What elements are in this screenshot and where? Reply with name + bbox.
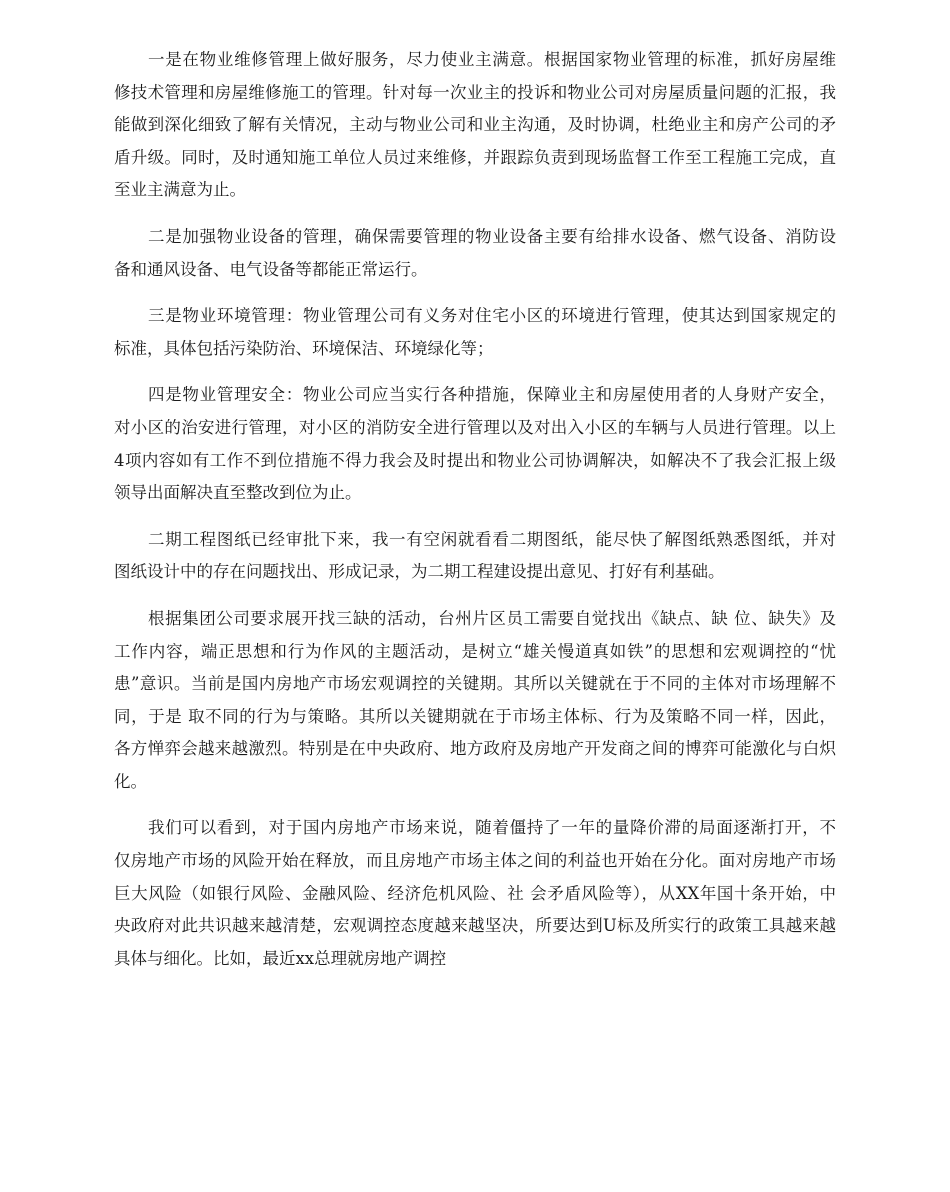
paragraph-phase-two-drawings xyxy=(114,524,836,589)
text-line: 对小区的治安进行管理，对小区的消防安全进行管理以及对出入小区的车辆与人员进行管理。以上 xyxy=(114,417,836,437)
text-line: 我们可以看到，对于国内房地产市场来说，随着僵持了一年的量降价滞的局面逐渐打开，不 xyxy=(148,818,836,838)
text-line: 领导出面解决直至整改到位为止。 xyxy=(114,483,362,503)
text-line: 盾升级。同时，及时通知施工单位人员过来维修，并跟踪负责到现场监督工作至工程施工完成，直 xyxy=(114,147,836,167)
text-line: 至业主满意为止。 xyxy=(114,180,246,200)
text-line: 患”意识。当前是国内房地产市场宏观调控的关键期。其所以关键就在于不同的主体对市场理解不 xyxy=(114,674,836,694)
text-line: 三是物业环境管理：物业管理公司有义务对住宅小区的环境进行管理，使其达到国家规定的 xyxy=(148,306,836,326)
paragraph-equipment-management xyxy=(114,221,836,286)
text-line: 二期工程图纸已经审批下来，我一有空闲就看看二期图纸，能尽快了解图纸熟悉图纸，并对 xyxy=(148,529,836,549)
text-line: 央政府对此共识越来越清楚，宏观调控态度越来越坚决，所要达到U标及所实行的政策工具越来越 xyxy=(114,916,836,936)
text-line: 标准，具体包括污染防治、环境保洁、环境绿化等； xyxy=(114,338,494,358)
paragraph-property-maintenance xyxy=(114,44,836,207)
text-line: 一是在物业维修管理上做好服务，尽力使业主满意。根据国家物业管理的标准，抓好房屋维 xyxy=(148,50,836,69)
text-line: 化。 xyxy=(114,771,147,791)
text-line: 具体与细化。比如，最近xx总理就房地产调控 xyxy=(114,948,447,968)
text-line: 能做到深化细致了解有关情况，主动与物业公司和业主沟通，及时协调，杜绝业主和房产公司的矛 xyxy=(114,115,836,135)
text-line: 根据集团公司要求展开找三缺的活动，台州片区员工需要自觉找出《缺点、缺 位、缺失》及 xyxy=(148,608,836,628)
text-line: 同，于是 取不同的行为与策略。其所以关键期就在于市场主体标、行为及策略不同一样，因此， xyxy=(114,706,836,726)
text-line: 4项内容如有工作不到位措施不得力我会及时提出和物业公司协调解决，如解决不了我会汇报上级 xyxy=(114,450,836,470)
document-page xyxy=(114,44,836,989)
paragraph-environment-management xyxy=(114,300,836,365)
text-line: 修技术管理和房屋维修施工的管理。针对每一次业主的投诉和物业公司对房屋质量问题的汇报，我 xyxy=(114,82,836,102)
text-line: 工作内容，端正思想和行为作风的主题活动，是树立“雄关慢道真如铁”的思想和宏观调控的“忧 xyxy=(114,641,836,661)
text-line: 巨大风险（如银行风险、金融风险、经济危机风险、社 会矛盾风险等），从XX年国十条开始，中 xyxy=(114,883,836,903)
paragraph-safety-management xyxy=(114,379,836,509)
text-line: 仅房地产市场的风险开始在释放，而且房地产市场主体之间的利益也开始在分化。面对房地产市场 xyxy=(114,851,836,871)
text-line: 各方惮弈会越来越激烈。特别是在中央政府、地方政府及房地产开发商之间的博弈可能激化与白炽 xyxy=(114,739,836,759)
text-line: 图纸设计中的存在问题找出、形成记录，为二期工程建设提出意见、打好有利基础。 xyxy=(114,562,725,582)
paragraph-real-estate-market xyxy=(114,812,836,975)
text-line: 四是物业管理安全：物业公司应当实行各种措施，保障业主和房屋使用者的人身财产安全， xyxy=(148,385,836,405)
text-line: 二是加强物业设备的管理，确保需要管理的物业设备主要有给排水设备、燃气设备、消防设 xyxy=(148,226,836,246)
paragraph-three-shortfalls xyxy=(114,603,836,799)
text-line: 备和通风设备、电气设备等都能正常运行。 xyxy=(114,259,428,279)
